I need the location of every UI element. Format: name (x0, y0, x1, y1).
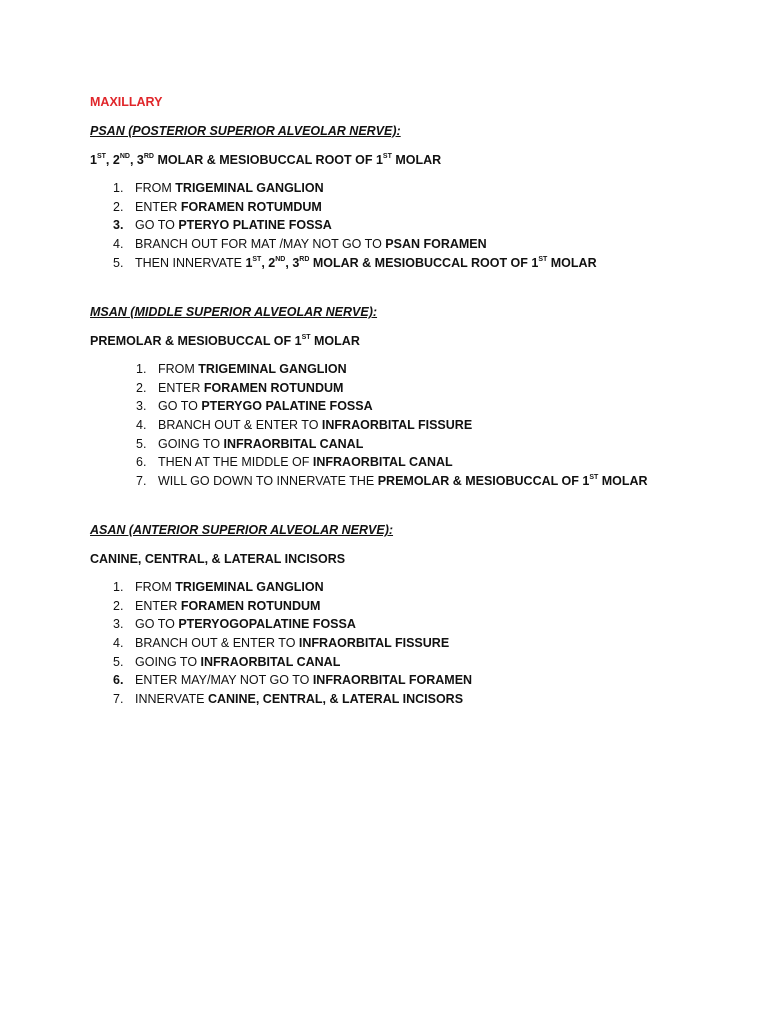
section-heading-psan: PSAN (POSTERIOR SUPERIOR ALVEOLAR NERVE): (90, 124, 401, 138)
subheading-msan: PREMOLAR & MESIOBUCCAL OF 1ST MOLAR (90, 333, 360, 348)
subheading-asan: CANINE, CENTRAL, & LATERAL INCISORS (90, 552, 346, 566)
section-heading-msan: MSAN (MIDDLE SUPERIOR ALVEOLAR NERVE): (90, 305, 378, 319)
section-heading-asan: ASAN (ANTERIOR SUPERIOR ALVEOLAR NERVE): (90, 523, 394, 537)
subheading-psan: 1ST, 2ND, 3RD MOLAR & MESIOBUCCAL ROOT OF 1ST MOLAR (90, 152, 442, 167)
document-title: MAXILLARY (90, 95, 163, 109)
document-page: MAXILLARY PSAN (POSTERIOR SUPERIOR ALVEOLAR NERVE): 1ST, 2ND, 3RD MOLAR & MESIOBUCCAL ROOT OF 1ST MOLAR 1. FROM TRIGEMINAL GANGLION 2. ENTER FORAMEN ROTUMDUM 3. GO TO PTERYO PLATINE FOSSA 4. BRANCH OUT FOR MAT /MAY NOT GO TO PSAN FORAMEN 5. THEN INNERVATE 1ST, 2ND, 3RD MOLAR & MESIOBUCCAL ROOT OF 1ST MOLAR MSAN (MIDDLE SUPERIOR ALVEOLAR NERVE): PREMOLAR & MESIOBUCCAL OF 1ST MOLAR 1. FROM TRIGEMINAL GANGLION 2. ENTER FORAMEN ROTUNDUM 3. GO TO PTERYGO PALATINE FOSSA 4. BRANCH OUT & ENTER TO INFRAORBITAL FISSURE 5. GOING TO INFRAORBITAL CANAL 6. THEN AT THE MIDDLE OF INFRAORBITAL CANAL 7. WILL GO DOWN TO INNERVATE THE PREMOLAR & MESIOBUCCAL OF 1ST MOLAR ASAN (ANTERIOR SUPERIOR ALVEOLAR NERVE): CANINE, CENTRAL, & LATERAL INCISORS 1. FROM TRIGEMINAL GANGLION 2. ENTER FORAMEN ROTUNDUM 3. GO TO PTERYOGOPALATINE FOSSA 4. BRANCH OUT & ENTER TO INFRAORBITAL FISSURE 5. GOING TO INFRAORBITAL CANAL 6. ENTER MAY/MAY NOT GO TO INFRAORBITAL FORAMEN 7. INNERVATE CANINE, CENTRAL, & LATERAL INCISORS (90, 95, 648, 707)
